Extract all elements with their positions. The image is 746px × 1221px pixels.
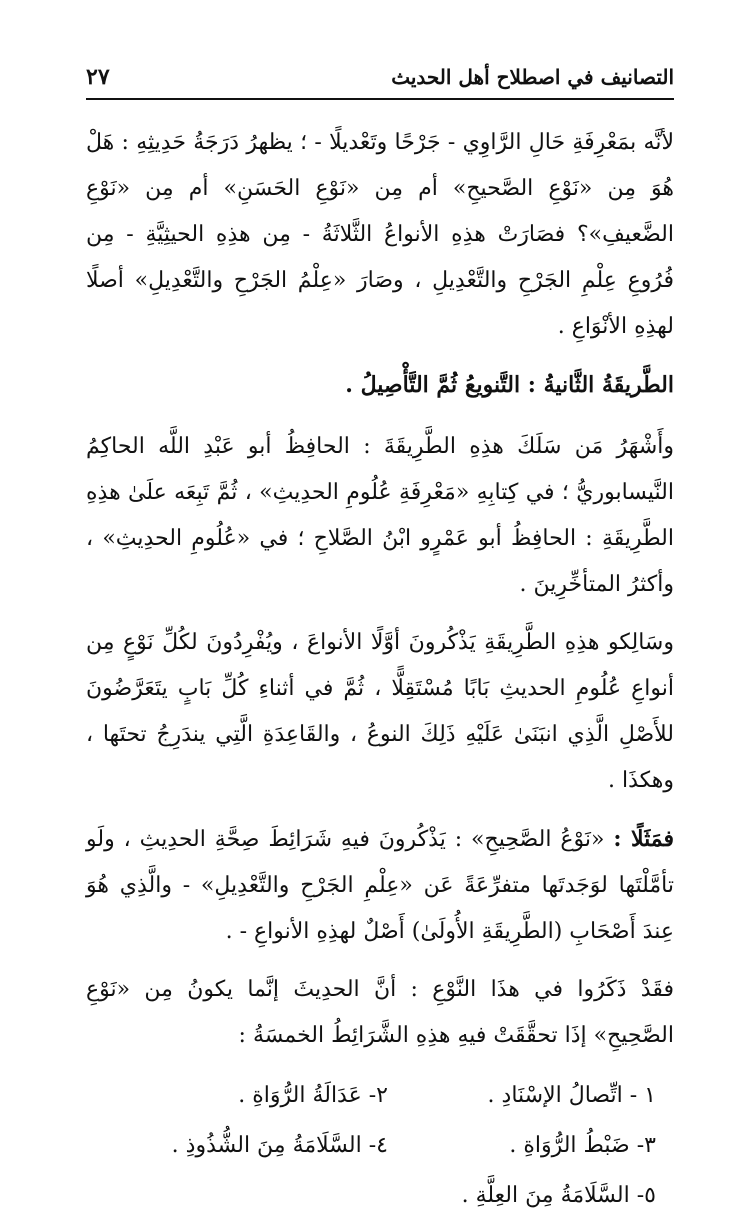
page-body [86, 120, 674, 1221]
paragraph-2: وأَشْهَرُ مَن سَلَكَ هذِهِ الطَّرِيقَةَ : الحافِظُ أبو عَبْدِ اللَّه الحاكِمُ النَّيسابوريُّ ؛ في كِتابِهِ «مَعْرِفَةِ عُلُومِ الحدِيثِ» ، ثُمَّ تَبِعَه علَىٰ هذِهِ الطَّرِيقَةِ : الحافِظُ أبو عَمْرٍو ابْنُ الصَّلاحِ ؛ في «عُلُومِ الحدِيثِ» ، وأكثرُ المتأخِّرِينَ . [86, 434, 674, 597]
condition-item: ٤- السَّلَامَةُ مِنَ الشُّذُوذِ . [171, 1133, 388, 1158]
paragraph-1: لأنَّه بمَعْرِفَةِ حَالِ الرَّاوِي - جَرْحًا وتَعْديلًا - ؛ يظهرُ دَرَجَةُ حَدِيثِهِ : هَلْ هُوَ مِن «نَوْعِ الصَّحيحِ» أم مِن «نَوْعِ الحَسَنِ» أم مِن «نَوْعِ الضَّعيفِ»؟ فصَارَتْ هذِهِ الأنواعُ الثَّلاثَةُ - مِن هذِهِ الحيثِيَّةِ - مِن فُرُوعِ عِلْمِ الجَرْحِ والتَّعْدِيلِ ، وصَارَ «عِلْمُ الجَرْحِ والتَّعْدِيلِ» أصلًا لهذِهِ الأنْوَاعِ . [86, 130, 674, 339]
conditions-row-2 [86, 1121, 674, 1171]
paragraph-5: فقَدْ ذَكَرُوا في هذَا النَّوْعِ : أنَّ الحدِيثَ إنَّما يكونُ مِن «نَوْعِ الصَّحِيحِ» إذَا تحقَّقَتْ فيهِ هذِهِ الشَّرَائِطُ الخمسَةُ : [86, 977, 674, 1048]
condition-item: ٥- السَّلَامَةُ مِنَ العِلَّةِ . [461, 1183, 656, 1208]
condition-item: ٣- ضَبْطُ الرُّوَاةِ . [509, 1133, 656, 1158]
page-number: ٢٧ [86, 64, 110, 90]
header-divider [86, 98, 674, 100]
conditions-row-1 [86, 1071, 674, 1121]
condition-item: ١ - اتِّصالُ الإسْنَادِ . [487, 1083, 656, 1108]
paragraph-4 [86, 816, 674, 955]
condition-item: ٢- عَدَالَةُ الرُّوَاةِ . [238, 1083, 388, 1108]
section-heading: الطَّريقَةُ الثَّانيةُ : التَّنويعُ ثُمَّ التَّأْصِيلُ . [345, 372, 674, 398]
conditions-list [86, 1071, 674, 1221]
paragraph-4-lead: فمَثَلًا : [613, 826, 674, 852]
paragraph-3: وسَالِكو هذِهِ الطَّرِيقَةِ يَذْكُرونَ أوَّلًا الأنواعَ ، ويُفْرِدُونَ لكُلِّ نَوْعٍ مِن أنواعِ عُلُومِ الحديثِ بَابًا مُسْتَقِلًّا ، ثُمَّ في أثناءِ كُلِّ بَابٍ يتَعَرَّضُونَ للأَصْلِ الَّذِي انبَنَىٰ عَلَيْهِ ذَلِكَ النوعُ ، والقَاعِدَةِ الَّتِي يندَرِجُ تحتَها ، وهكذَا . [86, 630, 674, 793]
running-header [86, 62, 674, 96]
conditions-row-3 [86, 1171, 674, 1221]
running-title: التصانيف في اصطلاح أهل الحديث [391, 65, 674, 89]
paragraph-4-text: «نَوْعُ الصَّحِيحِ» : يَذْكُرونَ فيهِ شَرَائِطَ صِحَّةِ الحدِيثِ ، ولَو تأمَّلْتَها لوَجَدتَها متفرِّعَةً عَن «عِلْمِ الجَرْحِ والتَّعْدِيلِ» - والَّذِي هُوَ عِندَ أَصْحَابِ (الطَّرِيقَةِ الأُولَىٰ) أَصْلٌ لهذِهِ الأنواعِ - . [86, 827, 674, 944]
